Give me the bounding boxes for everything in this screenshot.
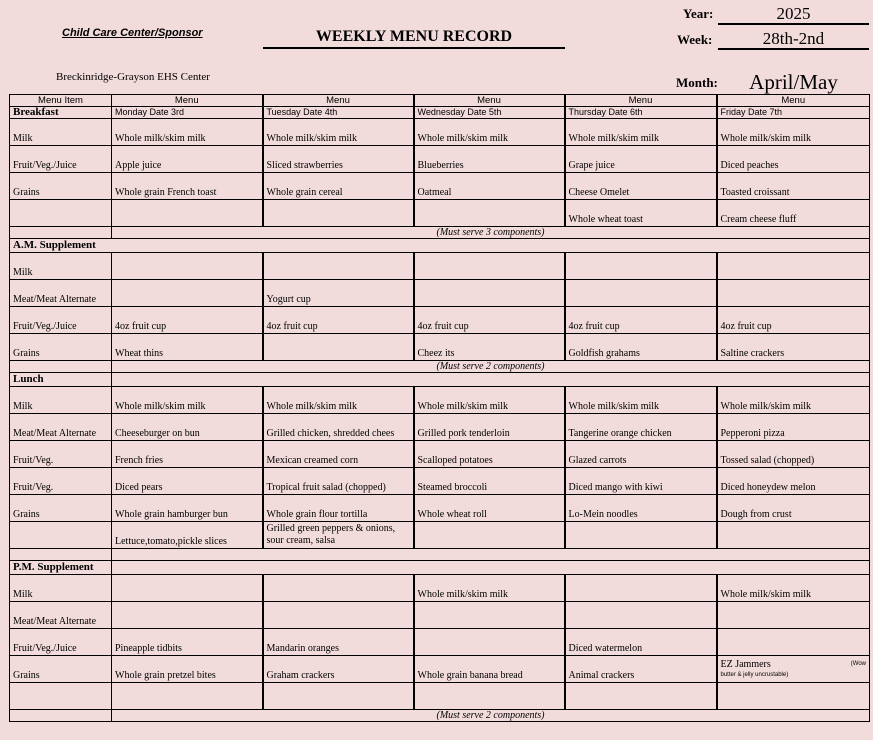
table-row (10, 683, 870, 710)
pm-supplement-note: (Must serve 2 components) (112, 710, 870, 722)
table-row (10, 334, 870, 361)
menu-cell (414, 522, 565, 549)
menu-cell: Apple juice (112, 146, 263, 173)
table-row (10, 575, 870, 602)
lunch-spacer (112, 549, 870, 561)
menu-cell: Whole grain flour tortilla (263, 495, 414, 522)
row-item: Meat/Meat Alternate (10, 414, 112, 441)
menu-cell (263, 602, 414, 629)
menu-cell: Cheez its (414, 334, 565, 361)
table-row (10, 253, 870, 280)
menu-cell (414, 253, 565, 280)
table-row (10, 387, 870, 414)
table-row (10, 522, 870, 549)
menu-cell: Grape juice (565, 146, 717, 173)
row-item: Fruit/Veg. (10, 441, 112, 468)
ez-jammers-line (721, 659, 867, 670)
section-spacer (112, 373, 870, 387)
menu-cell (414, 683, 565, 710)
row-item (10, 200, 112, 227)
week-value: 28th-2nd (718, 30, 869, 50)
table-row (10, 280, 870, 307)
menu-cell: Whole milk/skim milk (414, 387, 565, 414)
menu-cell (717, 280, 870, 307)
section-title-am-supplement: A.M. Supplement (10, 239, 870, 253)
row-item: Milk (10, 387, 112, 414)
row-item: Fruit/Veg. (10, 468, 112, 495)
table-row (10, 414, 870, 441)
menu-cell: Diced honeydew melon (717, 468, 870, 495)
menu-cell: Animal crackers (565, 656, 717, 683)
menu-cell: Scalloped potatoes (414, 441, 565, 468)
month-value: April/May (749, 70, 838, 94)
menu-cell: Whole grain hamburger bun (112, 495, 263, 522)
table-row (10, 173, 870, 200)
menu-cell (717, 683, 870, 710)
day-monday: Monday Date 3rd (112, 107, 263, 119)
menu-cell: Grilled pork tenderloin (414, 414, 565, 441)
month-label: Month: (676, 75, 718, 90)
menu-cell: Whole grain banana bread (414, 656, 565, 683)
menu-header: Menu (112, 95, 263, 107)
table-row (10, 119, 870, 146)
note-row (10, 710, 870, 722)
menu-cell: Whole wheat toast (565, 200, 717, 227)
row-item: Grains (10, 334, 112, 361)
menu-cell: 4oz fruit cup (112, 307, 263, 334)
row-item: Meat/Meat Alternate (10, 602, 112, 629)
menu-cell: Whole milk/skim milk (717, 387, 870, 414)
row-item: Fruit/Veg./Juice (10, 307, 112, 334)
menu-cell-friday-grains (717, 656, 870, 683)
menu-cell: Whole milk/skim milk (717, 119, 870, 146)
day-row (10, 107, 870, 119)
row-item: Milk (10, 119, 112, 146)
table-row (10, 146, 870, 173)
menu-cell: Grilled chicken, shredded chees (263, 414, 414, 441)
day-wednesday: Wednesday Date 5th (414, 107, 565, 119)
table-row (10, 468, 870, 495)
note-spacer (10, 361, 112, 373)
ez-jammers-note-a: (Wow (850, 661, 866, 667)
menu-cell: Yogurt cup (263, 280, 414, 307)
menu-cell: Whole milk/skim milk (717, 575, 870, 602)
menu-table (9, 94, 870, 722)
breakfast-note: (Must serve 3 components) (112, 227, 870, 239)
menu-cell (565, 522, 717, 549)
menu-header: Menu (263, 95, 414, 107)
menu-cell: Pineapple tidbits (112, 629, 263, 656)
menu-cell: Whole milk/skim milk (414, 575, 565, 602)
sponsor-label: Child Care Center/Sponsor (62, 27, 203, 39)
day-thursday: Thursday Date 6th (565, 107, 717, 119)
menu-cell (112, 200, 263, 227)
ez-jammers-note-b: butter & jelly uncrustable) (720, 672, 789, 678)
menu-cell (414, 280, 565, 307)
menu-cell: Saltine crackers (717, 334, 870, 361)
section-row (10, 561, 870, 575)
menu-header: Menu (414, 95, 565, 107)
menu-cell (414, 629, 565, 656)
row-item: Fruit/Veg./Juice (10, 146, 112, 173)
menu-cell: Tossed salad (chopped) (717, 441, 870, 468)
menu-cell: Whole grain pretzel bites (112, 656, 263, 683)
row-item: Grains (10, 656, 112, 683)
menu-cell: Diced mango with kiwi (565, 468, 717, 495)
menu-cell: Cream cheese fluff (717, 200, 870, 227)
page-title: WEEKLY MENU RECORD (263, 28, 565, 49)
header-row (10, 95, 870, 107)
center-name: Breckinridge-Grayson EHS Center (56, 71, 210, 83)
menu-cell: Mandarin oranges (263, 629, 414, 656)
year-label: Year: (683, 6, 714, 21)
section-title-breakfast: Breakfast (10, 107, 112, 119)
menu-cell: Pepperoni pizza (717, 414, 870, 441)
menu-cell (717, 602, 870, 629)
note-spacer (10, 549, 112, 561)
note-row (10, 361, 870, 373)
menu-cell (414, 602, 565, 629)
menu-cell (565, 602, 717, 629)
menu-cell: Whole milk/skim milk (565, 387, 717, 414)
menu-cell: Oatmeal (414, 173, 565, 200)
row-item: Milk (10, 253, 112, 280)
menu-cell: Cheese Omelet (565, 173, 717, 200)
menu-cell: 4oz fruit cup (414, 307, 565, 334)
menu-cell (565, 280, 717, 307)
menu-cell (717, 253, 870, 280)
menu-cell: 4oz fruit cup (717, 307, 870, 334)
menu-cell: Diced pears (112, 468, 263, 495)
menu-cell (112, 602, 263, 629)
menu-cell: Whole milk/skim milk (565, 119, 717, 146)
table-row (10, 307, 870, 334)
menu-cell: Glazed carrots (565, 441, 717, 468)
ez-jammers-text: EZ Jammers (720, 659, 771, 670)
menu-cell (717, 629, 870, 656)
menu-cell: Sliced strawberries (263, 146, 414, 173)
note-spacer (10, 710, 112, 722)
menu-cell (565, 683, 717, 710)
menu-header: Menu (565, 95, 717, 107)
menu-cell: Whole milk/skim milk (112, 119, 263, 146)
table-row (10, 200, 870, 227)
note-row (10, 227, 870, 239)
menu-cell: Whole milk/skim milk (263, 119, 414, 146)
menu-cell (263, 683, 414, 710)
menu-cell: Whole milk/skim milk (112, 387, 263, 414)
menu-cell: Diced watermelon (565, 629, 717, 656)
section-row (10, 239, 870, 253)
menu-cell (565, 575, 717, 602)
menu-cell: Tropical fruit salad (chopped) (263, 468, 414, 495)
menu-cell: Mexican creamed corn (263, 441, 414, 468)
table-row (10, 495, 870, 522)
menu-item-header: Menu Item (10, 95, 112, 107)
menu-cell (263, 334, 414, 361)
section-row (10, 373, 870, 387)
table-row (10, 441, 870, 468)
row-item: Milk (10, 575, 112, 602)
menu-cell: Dough from crust (717, 495, 870, 522)
menu-cell: Cheeseburger on bun (112, 414, 263, 441)
row-item: Grains (10, 495, 112, 522)
menu-cell (112, 253, 263, 280)
menu-cell (565, 253, 717, 280)
menu-cell: Lettuce,tomato,pickle slices (112, 522, 263, 549)
menu-cell (414, 200, 565, 227)
menu-cell (112, 280, 263, 307)
table-row (10, 602, 870, 629)
section-title-pm-supplement: P.M. Supplement (10, 561, 112, 575)
menu-cell: Tangerine orange chicken (565, 414, 717, 441)
menu-cell: Toasted croissant (717, 173, 870, 200)
menu-cell (263, 575, 414, 602)
menu-cell: Steamed broccoli (414, 468, 565, 495)
menu-cell: Graham crackers (263, 656, 414, 683)
menu-cell: Lo-Mein noodles (565, 495, 717, 522)
section-title-lunch: Lunch (10, 373, 112, 387)
menu-cell: 4oz fruit cup (263, 307, 414, 334)
menu-cell: Blueberries (414, 146, 565, 173)
menu-cell: Whole grain French toast (112, 173, 263, 200)
table-row (10, 656, 870, 683)
menu-cell (263, 253, 414, 280)
year-value: 2025 (718, 5, 869, 25)
row-item: Meat/Meat Alternate (10, 280, 112, 307)
day-friday: Friday Date 7th (717, 107, 870, 119)
menu-cell: Wheat thins (112, 334, 263, 361)
menu-cell: Diced peaches (717, 146, 870, 173)
menu-cell: Whole milk/skim milk (414, 119, 565, 146)
menu-cell (717, 522, 870, 549)
menu-cell: Goldfish grahams (565, 334, 717, 361)
section-spacer (112, 561, 870, 575)
table-row (10, 629, 870, 656)
menu-cell: Whole wheat roll (414, 495, 565, 522)
menu-cell (263, 200, 414, 227)
menu-cell: 4oz fruit cup (565, 307, 717, 334)
menu-cell: Whole grain cereal (263, 173, 414, 200)
note-row (10, 549, 870, 561)
row-item: Fruit/Veg./Juice (10, 629, 112, 656)
menu-cell (112, 575, 263, 602)
note-spacer (10, 227, 112, 239)
menu-cell: Whole milk/skim milk (263, 387, 414, 414)
week-label: Week: (677, 32, 713, 47)
row-item (10, 522, 112, 549)
row-item: Grains (10, 173, 112, 200)
menu-cell: French fries (112, 441, 263, 468)
row-item (10, 683, 112, 710)
day-tuesday: Tuesday Date 4th (263, 107, 414, 119)
menu-header: Menu (717, 95, 870, 107)
am-supplement-note: (Must serve 2 components) (112, 361, 870, 373)
menu-cell: Grilled green peppers & onions, sour cream, salsa (263, 522, 414, 549)
menu-cell (112, 683, 263, 710)
